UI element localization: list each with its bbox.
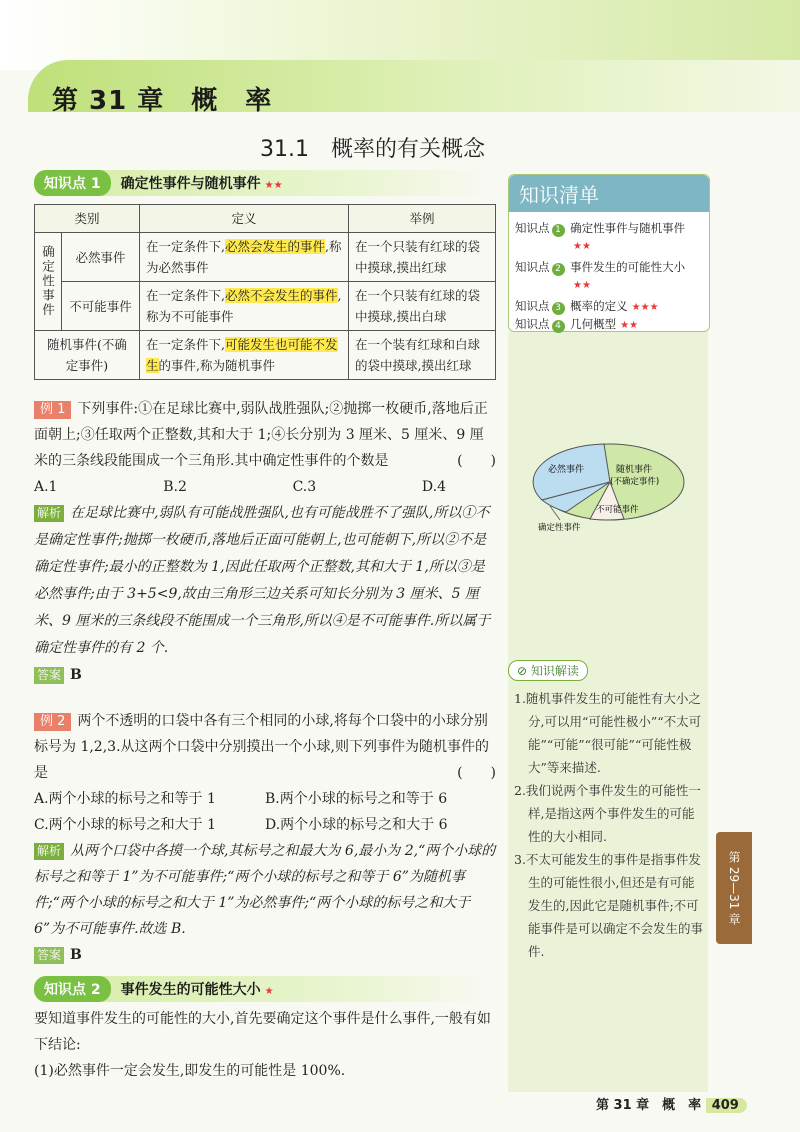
list-item: 知识点 4 几何概型 ★★ <box>515 317 639 331</box>
ex1-tag: 例 1 <box>34 401 71 419</box>
ex1-jx-tag: 解析 <box>34 505 64 522</box>
kp2-title: 事件发生的可能性大小 <box>120 982 261 998</box>
kp2-stars: ★ <box>264 986 274 997</box>
event-diagram <box>520 440 700 540</box>
ex2-paren: ( ) <box>457 765 496 781</box>
ex-cell: 在一个只装有红球的袋中摸球,摸出白球 <box>349 282 496 331</box>
th-definition: 定义 <box>140 205 349 233</box>
table-row <box>35 233 496 282</box>
option: A.两个小球的标号之和等于 1 <box>34 791 216 807</box>
kp2-body <box>34 1006 496 1084</box>
th-category: 类别 <box>35 205 140 233</box>
chapter-title: 第 31 章 概 率 <box>52 86 273 116</box>
label-random: 随机事件 <box>616 465 653 475</box>
kp2-bar <box>34 976 496 1002</box>
ex2-analysis: 解析 从两个口袋中各摸一个球,其标号之和最大为 6,最小为 2,“两个小球的标号之和等于 1”为不可能事件;“两个小球的标号之和等于 6”为随机事件;“两个小球的标号之和大于 1”为必然事件;“两个小球的标号之和大于 6”为不可能事件.故选 B. <box>34 843 496 937</box>
label-impossible: 不可能事件 <box>596 505 639 515</box>
option: B.2 <box>163 479 187 495</box>
section-title: 31.1 概率的有关概念 <box>260 137 485 162</box>
list-item: 知识点 3 概率的定义 ★★★ <box>515 299 659 313</box>
ex1-answer: 答案 B <box>34 662 496 688</box>
option: C.两个小球的标号之和大于 1 <box>34 817 217 833</box>
kp2-text: 要知道事件发生的可能性的大小,首先要确定这个事件是什么事件,一般有如下结论: <box>34 1011 491 1053</box>
kp2-item1: (1)必然事件一定会发生,即发生的可能性是 100%. <box>34 1063 346 1079</box>
cat-cell: 不可能事件 <box>62 282 140 331</box>
kp2-tag: 知识点 2 <box>34 976 111 1002</box>
th-example: 举例 <box>349 205 496 233</box>
label-certain: 必然事件 <box>548 465 585 475</box>
def-cell: 在一定条件下,可能发生也可能不发生的事件,称为随机事件 <box>140 331 349 380</box>
label-deterministic: 确定性事件 <box>538 523 581 533</box>
group-label: 确定性事件 <box>35 233 62 331</box>
def-cell: 在一定条件下,必然不会发生的事件,称为不可能事件 <box>140 282 349 331</box>
list-item: 1.随机事件发生的可能性有大小之分,可以用“可能性极小”“不太可能”“可能”“很可能”“可能性极大”等来描述. <box>514 691 702 775</box>
knowledge-list <box>508 174 710 332</box>
ex2-tag: 例 2 <box>34 713 71 731</box>
cat-cell: 随机事件(不确定事件) <box>35 331 140 380</box>
footer-label: 第 31 章 概 率 <box>596 1098 702 1113</box>
option: C.3 <box>292 479 317 495</box>
ex2-da-tag: 答案 <box>34 947 64 964</box>
option: D.4 <box>421 479 446 495</box>
ex1-da-tag: 答案 <box>34 667 64 684</box>
definition-table <box>34 204 496 380</box>
list-item: 3.不太可能发生的事件是指事件发生的可能性很小,但还是有可能发生的,因此它是随机事件;不可能事件是可以确定不会发生的事件. <box>514 852 704 959</box>
ex2-question: 例 2 两个不透明的口袋中各有三个相同的小球,将每个口袋中的小球分别标号为 1,2,3.从这两个口袋中分别摸出一个小球,则下列事件为随机事件的是 ( ) <box>34 708 496 786</box>
option: D.两个小球的标号之和大于 6 <box>265 817 448 833</box>
kp1-title: 确定性事件与随机事件 <box>120 176 261 192</box>
ex-cell: 在一个装有红球和白球的袋中摸球,摸出红球 <box>349 331 496 380</box>
ex1-paren: ( ) <box>457 453 496 469</box>
footer <box>596 1094 747 1113</box>
page-number: 409 <box>706 1098 747 1113</box>
cat-cell: 必然事件 <box>62 233 140 282</box>
example-1 <box>34 396 496 688</box>
def-cell: 在一定条件下,必然会发生的事件,称为必然事件 <box>140 233 349 282</box>
option: B.两个小球的标号之和等于 6 <box>265 791 448 807</box>
ex1-question: 例 1 下列事件:①在足球比赛中,弱队战胜强队;②抛掷一枚硬币,落地后正面朝上;③任取两个正整数,其和大于 1;④长分别为 3 厘米、5 厘米、9 厘米的三条线段能围成一个三角形.其中确定性事件的个数是 ( ) <box>34 396 496 474</box>
jiedu-title: ⊘ 知识解读 <box>508 660 588 681</box>
option: A.1 <box>34 479 58 495</box>
knowledge-list-title: 知识清单 <box>509 175 709 212</box>
ex2-options <box>34 786 496 838</box>
ex2-answer: 答案 B <box>34 942 496 968</box>
chapter-tab[interactable]: 第 29—31 章 <box>716 832 752 944</box>
list-item: 知识点 1 确定性事件与随机事件 ★★ <box>515 221 686 252</box>
ex1-options <box>34 474 496 500</box>
kp1-stars: ★★ <box>264 180 283 191</box>
kp1-tag: 知识点 1 <box>34 170 111 196</box>
table-row <box>35 331 496 380</box>
ex-cell: 在一个只装有红球的袋中摸球,摸出红球 <box>349 233 496 282</box>
kp1-bar <box>34 170 496 196</box>
list-item: 2.我们说两个事件发生的可能性一样,是指这两个事件发生的可能性的大小相同. <box>514 783 701 844</box>
label-random-sub: (不确定事件) <box>610 477 660 487</box>
table-row <box>35 282 496 331</box>
ex2-jx-tag: 解析 <box>34 843 64 860</box>
ex1-analysis: 解析 在足球比赛中,弱队有可能战胜强队,也有可能战胜不了强队,所以①不是确定性事件;抛掷一枚硬币,落地后正面可能朝上,也可能朝下,所以②不是确定性事件;最小的正整数为 1,因此任取两个正整数,其和大于 1,所以③是必然事件;由于 3+5<9,故由三角形三边关系可知长分别为 3 厘米、5 厘米、9 厘米的三条线段不能围成一个三角形,所以④是不可能事件.所以属于确定性事件的有 2 个. <box>34 505 491 656</box>
list-item: 知识点 2 事件发生的可能性大小 ★★ <box>515 260 686 291</box>
example-2 <box>34 708 496 968</box>
knowledge-interpretation <box>508 660 708 960</box>
